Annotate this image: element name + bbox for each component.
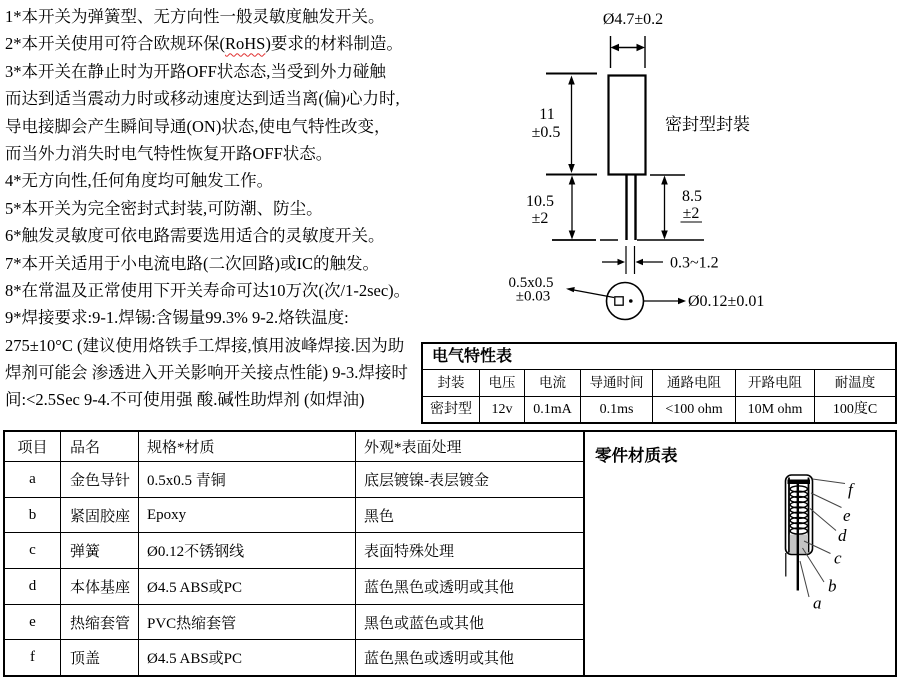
parts-material-panel [585, 432, 895, 675]
col-header: 规格*材质 [139, 432, 356, 461]
spec-cell: Ø4.5 ABS或PC [139, 569, 356, 604]
item-cell: e [5, 605, 61, 640]
dim-pad-size: 0.5x0.5 [508, 275, 554, 291]
dim-lead-left: 10.5 [526, 193, 554, 210]
electrical-characteristics-table [421, 342, 897, 424]
rohs-suffix: )要求的材料制造。 [265, 34, 403, 54]
notes-list [5, 3, 435, 414]
value-cell: 0.1mA [525, 397, 581, 423]
arrowhead [661, 176, 668, 185]
arrowhead [568, 76, 575, 85]
dim-lead-left-tol: ±2 [531, 210, 549, 227]
parts-section [3, 430, 897, 677]
arrowhead [569, 176, 576, 185]
part-label-c: c [834, 548, 842, 568]
dim-pad-tol: ±0.03 [515, 288, 551, 305]
bottom-view-circle [607, 283, 644, 320]
part-label-b: b [828, 576, 837, 596]
name-cell: 热缩套管 [61, 605, 139, 640]
col-header: 品名 [61, 432, 139, 461]
col-header: 项目 [5, 432, 61, 461]
note-line: 1*本开关为弹簧型、无方向性一般灵敏度触发开关。 [5, 7, 385, 26]
round-wire-section [629, 299, 633, 303]
electrical-table-title: 电气特性表 [423, 344, 895, 370]
value-cell: 0.1ms [581, 397, 653, 423]
col-header: 导通时间 [581, 370, 653, 396]
switch-body-outline [609, 76, 646, 175]
note-line: 间:<2.5Sec 9-4.不可使用强 酸.碱性助焊剂 (如焊油) [5, 390, 365, 410]
part-label-d: d [838, 526, 847, 545]
arrowhead [637, 44, 646, 51]
table-row [5, 569, 583, 605]
name-cell: 弹簧 [61, 533, 139, 568]
table-row [5, 640, 583, 675]
arrowhead [636, 259, 644, 265]
finish-cell: 蓝色黑色或透明或其他 [364, 651, 515, 668]
note-line: 275±10°C (建议使用烙铁手工焊接,慎用波峰焊接.因为助 [5, 335, 405, 355]
name-cell: 紧固胶座 [61, 498, 139, 533]
value-cell: 10M ohm [736, 397, 815, 423]
col-header: 电流 [525, 370, 581, 396]
finish-cell: 表面特殊处理 [364, 544, 455, 561]
note-line: 6*触发灵敏度可依电路需要选用适合的灵敏度开关。 [5, 226, 385, 246]
note-line: 8*在常温及正常使用下开关寿命可达10万次(次/1-2sec)。 [5, 280, 411, 300]
finish-cell: 黑色 [364, 508, 395, 525]
lead-wires [627, 175, 636, 241]
dim-lead-right: 8.5 [682, 188, 702, 205]
note-line: 5*本开关为完全密封式封装,可防潮、防尘。 [5, 198, 323, 218]
dim-body-height: 11 [539, 106, 555, 123]
dim-lead-right-tol: ±2 [682, 205, 700, 222]
part-label-e: e [843, 506, 851, 525]
spec-cell: Ø0.12不锈钢线 [139, 533, 356, 568]
col-header: 通路电阻 [653, 370, 736, 396]
value-cell: 100度C [832, 402, 878, 417]
part-label-a: a [813, 593, 822, 613]
arrowhead [568, 164, 575, 173]
col-header: 电压 [480, 370, 525, 396]
table-row [5, 605, 583, 641]
package-type-label: 密封型封裝 [665, 115, 750, 134]
parts-table [5, 432, 585, 675]
item-cell: b [5, 498, 61, 533]
parts-panel-title: 零件材质表 [595, 446, 678, 465]
spec-cell: PVC热缩套管 [139, 605, 356, 640]
note-line: 而当外力消失时电气特性恢复开路OFF状态。 [5, 143, 333, 163]
dim-lead-left-lines [552, 178, 618, 241]
switch-cutaway-diagram [585, 432, 896, 674]
arrowhead [618, 259, 626, 265]
note-line: 而达到适当震动力时或移动速度达到适当离(偏)心力时, [5, 89, 400, 109]
item-cell: d [5, 569, 61, 604]
dim-lead-gap-lines [602, 246, 663, 274]
table-row [5, 533, 583, 569]
dim-wire-diameter: Ø0.12±0.01 [688, 293, 765, 310]
finish-cell: 蓝色黑色或透明或其他 [364, 579, 515, 596]
electrical-table-header-row [423, 370, 895, 397]
table-row [5, 462, 583, 498]
dim-lead-gap: 0.3~1.2 [670, 254, 719, 272]
item-cell: c [5, 533, 61, 568]
note-line: 导电接脚会产生瞬间导通(ON)状态,使电气特性改变， [5, 116, 391, 136]
note-line: 焊剂可能会 渗透进入开关影响开关接点性能) 9-3.焊接时 [5, 363, 408, 383]
arrowhead [566, 287, 575, 292]
arrowhead [611, 44, 620, 51]
note-line-rohs [5, 30, 435, 57]
spec-cell: Epoxy [139, 498, 356, 533]
value-cell: 12v [480, 397, 525, 423]
note-line: 7*本开关适用于小电流电路(二次回路)或IC的触发。 [5, 253, 379, 273]
value-cell: 密封型 [423, 397, 480, 423]
arrowhead [569, 231, 576, 240]
dim-body-height-tol: ±0.5 [531, 124, 561, 141]
rohs-prefix: 2*本开关使用可符合欧规环保( [5, 34, 225, 54]
square-pin-section [615, 297, 623, 305]
finish-cell: 底层镀镍-表层镀金 [364, 472, 489, 489]
col-header: 外观*表面处理 [364, 440, 462, 456]
item-cell: f [5, 640, 61, 675]
spec-cell: Ø4.5 ABS或PC [139, 640, 356, 675]
item-cell: a [5, 462, 61, 497]
name-cell: 顶盖 [61, 640, 139, 675]
col-header: 耐温度 [834, 375, 876, 390]
name-cell: 金色导针 [61, 462, 139, 497]
note-line: 9*焊接要求:9-1.焊锡:含锡量99.3% 9-2.烙铁温度: [5, 308, 349, 328]
note-line: 4*无方向性,任何角度均可触发工作。 [5, 171, 274, 191]
name-cell: 本体基座 [61, 569, 139, 604]
package-dimension-drawing [430, 0, 900, 340]
electrical-table-value-row [423, 397, 895, 423]
value-cell: <100 ohm [653, 397, 736, 423]
note-line: 3*本开关在静止时为开路OFF状态态,当受到外力碰触 [5, 61, 386, 81]
spec-cell: 0.5x0.5 青铜 [139, 462, 356, 497]
table-row [5, 498, 583, 534]
dim-diameter-lines [611, 36, 646, 68]
arrowhead [661, 231, 668, 240]
finish-cell: 黑色或蓝色或其他 [364, 615, 485, 632]
part-label-f: f [848, 480, 853, 499]
parts-table-header-row [5, 432, 583, 462]
rohs-highlight: RoHS [225, 34, 266, 54]
arrowhead [678, 298, 686, 304]
col-header: 开路电阻 [736, 370, 815, 396]
col-header: 封装 [423, 370, 480, 396]
dim-diameter-label: Ø4.7±0.2 [602, 11, 664, 28]
